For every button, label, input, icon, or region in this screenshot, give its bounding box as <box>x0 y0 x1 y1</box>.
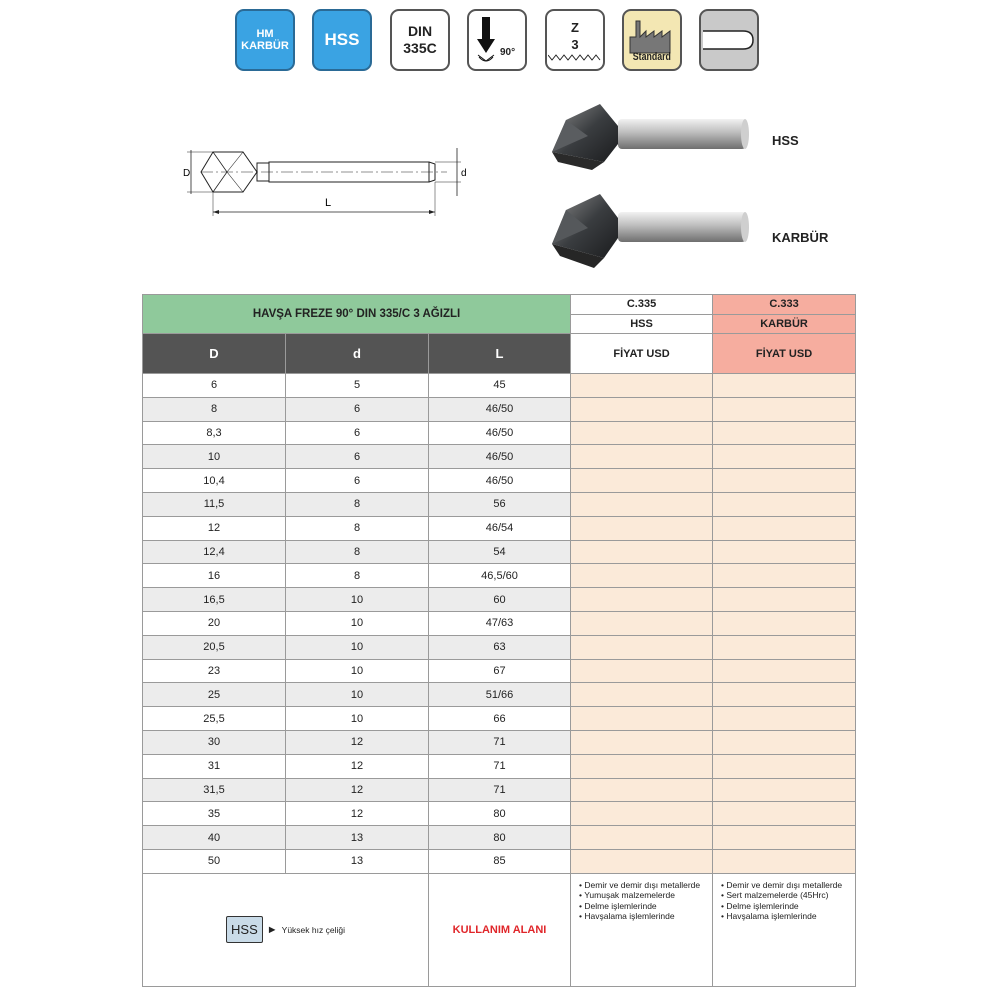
dim-d-label: d <box>461 168 467 179</box>
price-cell-hss <box>571 683 713 707</box>
price-cell-hss <box>571 778 713 802</box>
price-cell-hss <box>571 492 713 516</box>
cell-D: 10,4 <box>143 469 286 493</box>
price-cell-karbur <box>713 564 856 588</box>
cell-d: 12 <box>286 802 429 826</box>
price-cell-karbur <box>713 707 856 731</box>
usage-hss-cell <box>571 873 713 986</box>
table-row <box>143 778 856 802</box>
cell-d: 10 <box>286 635 429 659</box>
cell-d: 10 <box>286 659 429 683</box>
flutes-badge <box>545 9 605 71</box>
price-cell-karbur <box>713 588 856 612</box>
cell-D: 40 <box>143 826 286 850</box>
price-cell-karbur <box>713 802 856 826</box>
cell-D: 35 <box>143 802 286 826</box>
hm-label: HM <box>256 28 274 40</box>
price-cell-karbur <box>713 516 856 540</box>
cell-L: 45 <box>429 374 571 398</box>
usage-item: • Delme işlemlerinde <box>579 901 712 912</box>
cell-d: 12 <box>286 730 429 754</box>
cell-D: 12,4 <box>143 540 286 564</box>
price-cell-hss <box>571 730 713 754</box>
price-cell-hss <box>571 754 713 778</box>
price-cell-hss <box>571 849 713 873</box>
cell-D: 6 <box>143 374 286 398</box>
price-cell-karbur <box>713 849 856 873</box>
cell-D: 16 <box>143 564 286 588</box>
hss-legend <box>143 874 428 986</box>
price-cell-hss <box>571 374 713 398</box>
legend-text: Yüksek hız çeliği <box>281 924 345 935</box>
usage-karbur-cell <box>713 873 856 986</box>
price-cell-karbur <box>713 635 856 659</box>
price-cell-karbur <box>713 469 856 493</box>
table-row <box>143 445 856 469</box>
cell-d: 6 <box>286 421 429 445</box>
price-header-hss: FİYAT USD <box>571 334 713 374</box>
cell-d: 8 <box>286 540 429 564</box>
table-row <box>143 588 856 612</box>
cell-L: 46/54 <box>429 516 571 540</box>
price-cell-hss <box>571 397 713 421</box>
price-cell-hss <box>571 707 713 731</box>
table-row <box>143 802 856 826</box>
price-cell-hss <box>571 469 713 493</box>
hss-product-label: HSS <box>772 133 799 148</box>
cell-D: 25,5 <box>143 707 286 731</box>
table-row <box>143 826 856 850</box>
cell-d: 12 <box>286 778 429 802</box>
table-row <box>143 564 856 588</box>
price-cell-karbur <box>713 826 856 850</box>
cell-d: 5 <box>286 374 429 398</box>
cell-D: 25 <box>143 683 286 707</box>
price-header-karbur: FİYAT USD <box>713 334 856 374</box>
standard-badge <box>622 9 682 71</box>
cell-d: 8 <box>286 564 429 588</box>
price-cell-hss <box>571 659 713 683</box>
price-cell-hss <box>571 445 713 469</box>
cell-d: 6 <box>286 397 429 421</box>
usage-item: • Yumuşak malzemelerde <box>579 890 712 901</box>
cell-d: 8 <box>286 492 429 516</box>
cell-D: 8,3 <box>143 421 286 445</box>
table-row <box>143 754 856 778</box>
hss-badge-label: HSS <box>324 30 360 49</box>
col-header-L: L <box>429 334 571 374</box>
cell-D: 10 <box>143 445 286 469</box>
price-cell-karbur <box>713 683 856 707</box>
flutes-letter: Z <box>571 20 579 35</box>
cell-d: 10 <box>286 683 429 707</box>
angle-label: 90° <box>500 47 516 58</box>
table-row <box>143 611 856 635</box>
cell-d: 10 <box>286 707 429 731</box>
cell-d: 13 <box>286 849 429 873</box>
table-row <box>143 707 856 731</box>
usage-item: • Delme işlemlerinde <box>721 901 855 912</box>
cell-D: 50 <box>143 849 286 873</box>
din-label: DIN <box>407 23 433 39</box>
price-cell-karbur <box>713 730 856 754</box>
cell-d: 13 <box>286 826 429 850</box>
table-row <box>143 397 856 421</box>
cell-D: 16,5 <box>143 588 286 612</box>
table-title: HAVŞA FREZE 90° DIN 335/C 3 AĞIZLI <box>143 295 571 334</box>
cell-L: 71 <box>429 778 571 802</box>
usage-item: • Havşalama işlemlerinde <box>721 911 855 922</box>
price-cell-hss <box>571 421 713 445</box>
usage-item: • Havşalama işlemlerinde <box>579 911 712 922</box>
cell-L: 46/50 <box>429 421 571 445</box>
cell-L: 54 <box>429 540 571 564</box>
cell-D: 31 <box>143 754 286 778</box>
usage-title: KULLANIM ALANI <box>452 923 547 936</box>
price-cell-karbur <box>713 611 856 635</box>
karbur-code: C.333 <box>713 295 856 315</box>
karbur-label: KARBÜR <box>241 40 289 52</box>
serration-icon <box>548 53 602 61</box>
angle-badge <box>467 9 527 71</box>
cell-D: 31,5 <box>143 778 286 802</box>
standard-label: Standard <box>632 51 672 63</box>
price-cell-hss <box>571 540 713 564</box>
table-row <box>143 540 856 564</box>
price-cell-hss <box>571 564 713 588</box>
table-row <box>143 730 856 754</box>
usage-item: • Demir ve demir dışı metallerde <box>579 880 712 891</box>
arrow-right-icon: ► <box>266 923 278 936</box>
cell-d: 6 <box>286 469 429 493</box>
cell-D: 23 <box>143 659 286 683</box>
cell-L: 85 <box>429 849 571 873</box>
cell-L: 60 <box>429 588 571 612</box>
table-row <box>143 421 856 445</box>
cell-L: 80 <box>429 802 571 826</box>
cell-L: 80 <box>429 826 571 850</box>
shank-badge <box>699 9 759 71</box>
cell-L: 66 <box>429 707 571 731</box>
price-cell-hss <box>571 611 713 635</box>
cell-D: 8 <box>143 397 286 421</box>
cylindrical-shank-icon <box>701 28 757 52</box>
price-cell-hss <box>571 635 713 659</box>
legend-cell <box>143 873 429 986</box>
cell-L: 67 <box>429 659 571 683</box>
price-cell-hss <box>571 516 713 540</box>
price-cell-karbur <box>713 754 856 778</box>
cell-L: 63 <box>429 635 571 659</box>
table-row <box>143 635 856 659</box>
usage-row <box>143 873 856 986</box>
price-cell-karbur <box>713 659 856 683</box>
table-row <box>143 659 856 683</box>
din-badge <box>390 9 450 71</box>
table-row <box>143 683 856 707</box>
usage-item: • Sert malzemelerde (45Hrc) <box>721 890 855 901</box>
cell-D: 20,5 <box>143 635 286 659</box>
cell-d: 6 <box>286 445 429 469</box>
hss-tool-image <box>548 100 753 180</box>
col-header-d: d <box>286 334 429 374</box>
spec-table <box>142 294 856 987</box>
cell-L: 46/50 <box>429 445 571 469</box>
price-cell-karbur <box>713 540 856 564</box>
price-cell-karbur <box>713 492 856 516</box>
usage-item: • Demir ve demir dışı metallerde <box>721 880 855 891</box>
table-row <box>143 492 856 516</box>
karbur-product-label: KARBÜR <box>772 230 829 245</box>
cell-d: 12 <box>286 754 429 778</box>
table-row <box>143 849 856 873</box>
price-cell-karbur <box>713 421 856 445</box>
price-cell-karbur <box>713 445 856 469</box>
flutes-count: 3 <box>571 37 579 52</box>
hss-type: HSS <box>571 314 713 334</box>
cell-L: 46/50 <box>429 397 571 421</box>
cell-L: 46/50 <box>429 469 571 493</box>
din-number: 335C <box>403 40 437 56</box>
price-cell-karbur <box>713 374 856 398</box>
cell-d: 10 <box>286 611 429 635</box>
cell-L: 51/66 <box>429 683 571 707</box>
dim-L-label: L <box>325 197 332 209</box>
price-cell-karbur <box>713 778 856 802</box>
technical-drawing <box>165 130 485 230</box>
price-cell-hss <box>571 826 713 850</box>
karbur-type: KARBÜR <box>713 314 856 334</box>
cell-D: 20 <box>143 611 286 635</box>
table-row <box>143 469 856 493</box>
karbur-tool-image <box>548 192 753 272</box>
countersink-angle-icon <box>469 11 525 69</box>
cell-L: 56 <box>429 492 571 516</box>
price-cell-hss <box>571 802 713 826</box>
col-header-D: D <box>143 334 286 374</box>
hss-badge <box>312 9 372 71</box>
cell-D: 12 <box>143 516 286 540</box>
cell-L: 47/63 <box>429 611 571 635</box>
cell-L: 71 <box>429 754 571 778</box>
legend-hss-box: HSS <box>226 916 263 943</box>
price-cell-karbur <box>713 397 856 421</box>
cell-D: 11,5 <box>143 492 286 516</box>
cell-d: 10 <box>286 588 429 612</box>
table-row <box>143 516 856 540</box>
cell-L: 46,5/60 <box>429 564 571 588</box>
cell-d: 8 <box>286 516 429 540</box>
cell-D: 30 <box>143 730 286 754</box>
hm-karbur-badge <box>235 9 295 71</box>
dim-D-label: D <box>183 168 191 179</box>
cell-L: 71 <box>429 730 571 754</box>
table-row <box>143 374 856 398</box>
hss-code: C.335 <box>571 295 713 315</box>
price-cell-hss <box>571 588 713 612</box>
usage-title-cell <box>429 873 571 986</box>
